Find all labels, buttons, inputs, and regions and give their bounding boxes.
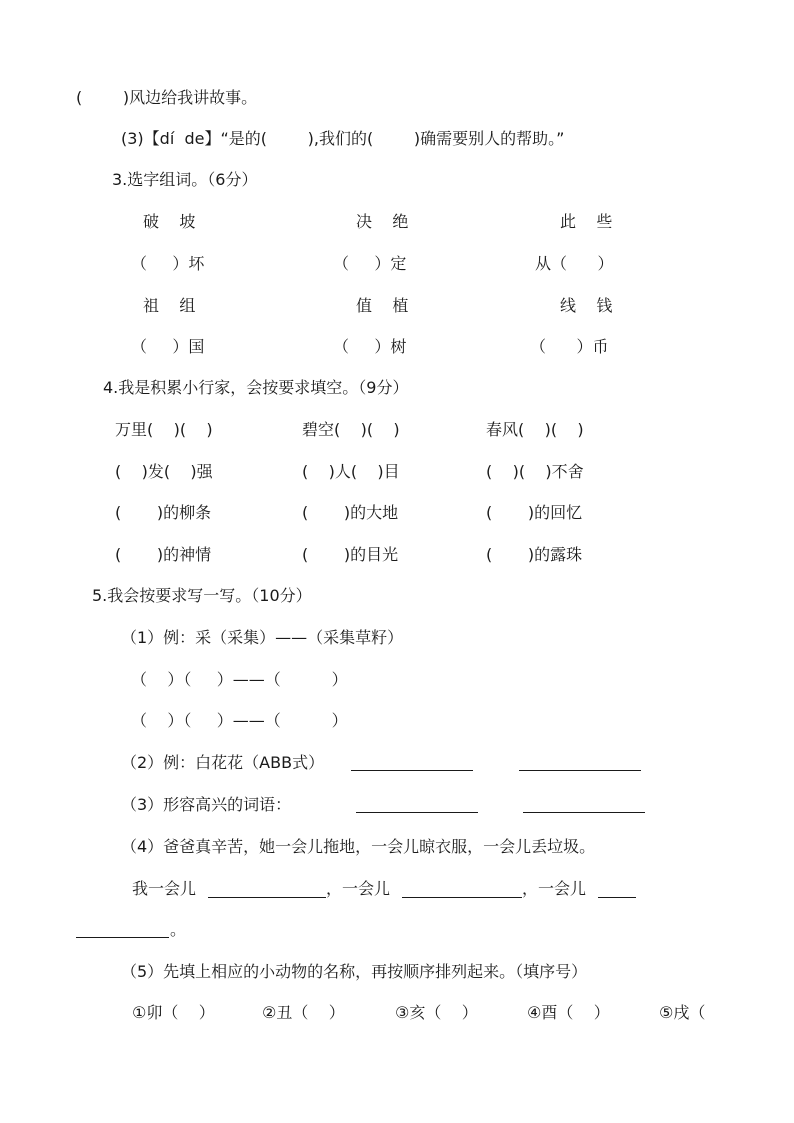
q4-item: ( )的目光 (302, 545, 399, 564)
q4-item: ( )的柳条 (115, 503, 212, 522)
q4-item: 碧空( )( ) (302, 420, 400, 439)
q4-item: ( )的回忆 (486, 503, 583, 522)
answer-blank (351, 770, 473, 771)
q3-char-pair: 此 些 (560, 212, 613, 231)
q4-item: 春风( )( ) (486, 420, 584, 439)
q5-word-label: ，一会儿 (326, 879, 391, 898)
q3-fill-blank: （ ）币 (530, 337, 609, 356)
answer-blank (598, 897, 636, 898)
q5-word-label: 我一会儿 (132, 879, 197, 898)
answer-blank (208, 897, 326, 898)
q5-example-5: （5）先填上相应的小动物的名称，再按顺序排列起来。（填序号） (121, 962, 588, 981)
q5-example-2: （2）例：白花花（ABB式） (121, 753, 325, 772)
answer-blank (402, 897, 522, 898)
zodiac-item: ②丑（ ） (262, 1003, 345, 1022)
answer-blank (76, 937, 169, 938)
q4-item: ( )发( )强 (115, 462, 213, 481)
zodiac-item: ⑤戌（ (659, 1003, 706, 1022)
q4-item: ( )的神情 (115, 545, 212, 564)
q3-heading: 3.选字组词。（6分） (112, 170, 258, 189)
q5-fill-line: （ ）（ ）——（ ） (131, 670, 348, 689)
zodiac-item: ③亥（ ） (395, 1003, 478, 1022)
q5-word-label: ，一会儿 (522, 879, 587, 898)
q5-example-3: （3）形容高兴的词语： (121, 795, 292, 814)
q3-fill-blank: （ ）树 (333, 337, 407, 356)
q3-char-pair: 破 坡 (143, 212, 196, 231)
q3-char-pair: 线 钱 (560, 296, 613, 315)
q3-fill-blank: （ ）坏 (131, 254, 205, 273)
q5-heading: 5.我会按要求写一写。（10分） (92, 586, 312, 605)
answer-blank (519, 770, 641, 771)
q2-item-3: (3)【dí de】“是的( ),我们的( )确需要别人的帮助。” (121, 129, 565, 148)
q3-char-pair: 决 绝 (356, 212, 409, 231)
q5-end-mark: 。 (170, 920, 187, 939)
answer-blank (523, 812, 645, 813)
q4-item: ( )( )不舍 (486, 462, 584, 481)
q4-heading: 4.我是积累小行家，会按要求填空。（9分） (103, 378, 409, 397)
zodiac-item: ④酉（ ） (527, 1003, 610, 1022)
q3-fill-blank: （ ）国 (131, 337, 205, 356)
q3-fill-blank: 从（ ） (535, 254, 614, 273)
q3-fill-blank: （ ）定 (333, 254, 407, 273)
answer-blank (356, 812, 478, 813)
q2-item-line: ( )风边给我讲故事。 (76, 88, 258, 107)
q3-char-pair: 祖 组 (143, 296, 196, 315)
q5-example-1: （1）例：采（采集）——（采集草籽） (121, 628, 404, 647)
q4-item: ( )的露珠 (486, 545, 583, 564)
q4-item: ( )人( )目 (302, 462, 400, 481)
q4-item: 万里( )( ) (115, 420, 213, 439)
q5-example-4: （4）爸爸真辛苦，她一会儿拖地，一会儿晾衣服，一会儿丢垃圾。 (121, 837, 596, 856)
zodiac-item: ①卯（ ） (132, 1003, 215, 1022)
q4-item: ( )的大地 (302, 503, 399, 522)
q3-char-pair: 值 植 (356, 296, 409, 315)
q5-fill-line: （ ）（ ）——（ ） (131, 711, 348, 730)
